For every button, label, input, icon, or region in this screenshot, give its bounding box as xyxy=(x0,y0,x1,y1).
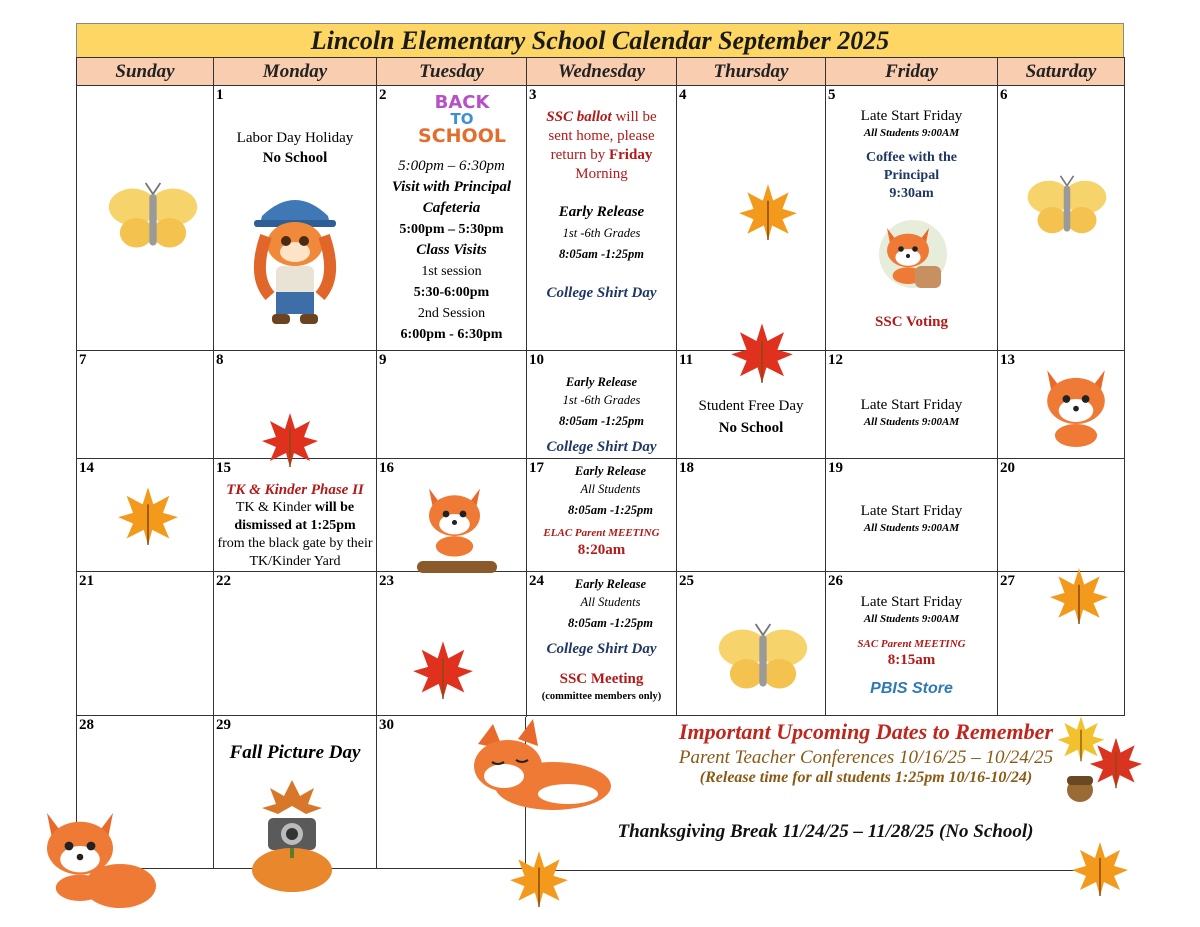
all-students-time: All Students 9:00AM xyxy=(863,127,960,140)
day-cell-16[interactable] xyxy=(377,459,527,572)
day-cell-14[interactable] xyxy=(77,459,214,572)
autumn-leaf-icon xyxy=(115,483,181,547)
butterfly-icon xyxy=(717,622,809,696)
grades-text: 1st -6th Grades xyxy=(562,226,641,240)
day-number: 15 xyxy=(216,460,231,476)
day-cell-29[interactable] xyxy=(214,716,377,869)
day-cell-24[interactable] xyxy=(527,572,677,716)
tk-kinder-text: TK & Kinder xyxy=(235,500,312,515)
day-cell-23[interactable] xyxy=(377,572,527,716)
day-cell-8[interactable] xyxy=(214,351,377,459)
day-number: 7 xyxy=(79,352,87,368)
calendar-title: Lincoln Elementary School Calendar September 2025 xyxy=(76,23,1124,58)
early-release-text: Early Release xyxy=(574,577,647,591)
all-students-time: All Students 9:00AM xyxy=(863,416,960,429)
weekday-header-row xyxy=(77,58,1125,86)
day-cell-4[interactable] xyxy=(677,86,826,351)
day-cell-28[interactable] xyxy=(77,716,214,869)
day-cell-22[interactable] xyxy=(214,572,377,716)
day-number: 5 xyxy=(828,87,836,103)
day-cell-3[interactable] xyxy=(527,86,677,351)
late-start-text: Late Start Friday xyxy=(860,503,963,519)
butterfly-icon xyxy=(1026,174,1108,240)
day-number: 6 xyxy=(1000,87,1008,103)
day-number: 19 xyxy=(828,460,843,476)
conferences-text: Parent Teacher Conferences 10/16/25 – 10/24/25 xyxy=(678,747,1054,768)
weekday-wednesday: Wednesday xyxy=(527,58,677,86)
leaves-acorn-icon xyxy=(1056,712,1146,807)
committee-only-text: (committee members only) xyxy=(541,691,662,702)
day-cell-27[interactable] xyxy=(998,572,1125,716)
day-cell-21[interactable] xyxy=(77,572,214,716)
day-number: 12 xyxy=(828,352,843,368)
day-number: 21 xyxy=(79,573,94,589)
day-cell-empty xyxy=(77,86,214,351)
day-number: 9 xyxy=(379,352,387,368)
day-cell-5[interactable] xyxy=(826,86,998,351)
day-cell-20[interactable] xyxy=(998,459,1125,572)
class-visits-text: Class Visits xyxy=(416,242,487,258)
day-cell-26[interactable] xyxy=(826,572,998,716)
visit-principal-text: Visit with Principal xyxy=(391,179,512,195)
release-time-text: 8:05am -1:25pm xyxy=(558,414,645,428)
day-cell-25[interactable] xyxy=(677,572,826,716)
day-cell-13[interactable] xyxy=(998,351,1125,459)
labor-day-text: Labor Day Holiday xyxy=(236,130,354,146)
day-number: 25 xyxy=(679,573,694,589)
pickup-location-text: from the black gate by their TK/Kinder Yard xyxy=(217,536,373,569)
sitting-fox-icon xyxy=(15,786,165,916)
early-release-text: Early Release xyxy=(558,204,645,220)
college-shirt-day-text: College Shirt Day xyxy=(546,285,657,301)
day-number: 28 xyxy=(79,717,94,733)
weekday-saturday: Saturday xyxy=(998,58,1125,86)
autumn-leaf-icon xyxy=(508,846,570,910)
day-number: 8 xyxy=(216,352,224,368)
weekday-monday: Monday xyxy=(214,58,377,86)
release-time-text: 8:05am -1:25pm xyxy=(567,503,654,517)
day-cell-7[interactable] xyxy=(77,351,214,459)
day-number: 22 xyxy=(216,573,231,589)
maple-leaf-icon xyxy=(729,319,795,385)
day-number: 27 xyxy=(1000,573,1015,589)
day-cell-9[interactable] xyxy=(377,351,527,459)
day-number: 2 xyxy=(379,87,387,103)
ssc-voting-text: SSC Voting xyxy=(875,314,948,330)
day-number: 13 xyxy=(1000,352,1015,368)
all-students-text: All Students xyxy=(580,482,641,496)
day-cell-6[interactable] xyxy=(998,86,1125,351)
weekday-sunday: Sunday xyxy=(77,58,214,86)
grades-text: 1st -6th Grades xyxy=(562,393,641,407)
coffee-time: 9:30am xyxy=(889,186,934,202)
week-row-3 xyxy=(77,459,1125,572)
tk-kinder-phase-text: TK & Kinder Phase II xyxy=(226,482,364,498)
elac-meeting-time: 8:20am xyxy=(577,542,626,558)
day-cell-1[interactable] xyxy=(214,86,377,351)
day-number: 11 xyxy=(679,352,694,368)
all-students-text: All Students xyxy=(580,595,641,609)
butterfly-icon xyxy=(107,181,199,255)
day-number: 14 xyxy=(79,460,94,476)
coffee-principal-text: Coffee with the Principal xyxy=(866,150,957,184)
elac-meeting-text: ELAC Parent MEETING xyxy=(543,527,660,539)
pumpkin-camera-icon xyxy=(244,774,340,894)
day-number: 26 xyxy=(828,573,843,589)
sac-meeting-text: SAC Parent MEETING xyxy=(857,638,966,651)
weekday-friday: Friday xyxy=(826,58,998,86)
event-time: 6:00pm - 6:30pm xyxy=(400,327,503,342)
pbis-store-text: PBIS Store xyxy=(870,679,953,697)
day-cell-10[interactable] xyxy=(527,351,677,459)
day-number: 16 xyxy=(379,460,394,476)
release-time-note: (Release time for all students 1:25pm 10/16-10/24) xyxy=(699,769,1033,786)
event-time: 5:30-6:00pm xyxy=(413,285,490,300)
all-students-time: All Students 9:00AM xyxy=(863,613,960,626)
day-number: 23 xyxy=(379,573,394,589)
day-number: 18 xyxy=(679,460,694,476)
maple-leaf-icon xyxy=(411,636,475,702)
college-shirt-day-text: College Shirt Day xyxy=(546,439,657,455)
day-number: 29 xyxy=(216,717,231,733)
fox-icon xyxy=(1028,343,1124,455)
release-time-text: 8:05am -1:25pm xyxy=(567,616,654,630)
fall-picture-day-text: Fall Picture Day xyxy=(229,742,361,763)
day-cell-18[interactable] xyxy=(677,459,826,572)
day-cell-15[interactable] xyxy=(214,459,377,572)
cartoon-fox-character-icon xyxy=(250,186,340,331)
session-text: 2nd Session xyxy=(417,306,486,321)
friday-text: Friday xyxy=(608,147,653,163)
day-number: 20 xyxy=(1000,460,1015,476)
event-time: 5:00pm – 6:30pm xyxy=(398,158,505,174)
day-cell-11[interactable] xyxy=(677,351,826,459)
day-cell-12[interactable] xyxy=(826,351,998,459)
thanksgiving-break-text: Thanksgiving Break 11/24/25 – 11/28/25 (No School) xyxy=(617,821,1034,842)
event-time: 5:00pm – 5:30pm xyxy=(399,222,504,237)
day-number: 4 xyxy=(679,87,687,103)
college-shirt-day-text: College Shirt Day xyxy=(546,641,657,657)
ssc-ballot-text: SSC ballot xyxy=(546,109,612,125)
release-time-text: 8:05am -1:25pm xyxy=(558,247,645,261)
late-start-text: Late Start Friday xyxy=(860,108,963,124)
day-number: 1 xyxy=(216,87,224,103)
back-to-school-logo: BACK TO SCHOOL xyxy=(418,92,506,147)
morning-text: Morning xyxy=(575,166,628,182)
weekday-tuesday: Tuesday xyxy=(377,58,527,86)
all-students-time: All Students 9:00AM xyxy=(863,522,960,535)
day-cell-19[interactable] xyxy=(826,459,998,572)
early-release-text: Early Release xyxy=(565,375,638,389)
ssc-meeting-text: SSC Meeting xyxy=(559,671,644,687)
no-school-text: No School xyxy=(718,420,784,436)
autumn-leaf-icon xyxy=(1070,836,1130,900)
sac-meeting-time: 8:15am xyxy=(887,651,936,668)
dismissal-text: will be dismissed at 1:25pm xyxy=(234,500,356,533)
week-row-4 xyxy=(77,572,1125,716)
autumn-leaf-icon xyxy=(1048,562,1110,628)
student-free-day-text: Student Free Day xyxy=(698,398,804,414)
day-number: 10 xyxy=(529,352,544,368)
day-number: 3 xyxy=(529,87,537,103)
upcoming-dates-heading: Important Upcoming Dates to Remember xyxy=(679,719,1053,744)
early-release-text: Early Release xyxy=(574,464,647,478)
sleeping-fox-icon xyxy=(458,714,618,814)
week-row-2 xyxy=(77,351,1125,459)
session-text: 1st session xyxy=(421,264,482,279)
cafeteria-text: Cafeteria xyxy=(422,200,481,216)
weekday-thursday: Thursday xyxy=(677,58,826,86)
day-cell-17[interactable] xyxy=(527,459,677,572)
day-number: 30 xyxy=(379,717,394,733)
autumn-leaf-icon xyxy=(737,178,799,244)
late-start-text: Late Start Friday xyxy=(860,594,963,610)
no-school-text: No School xyxy=(262,150,328,167)
day-cell-2[interactable] xyxy=(377,86,527,351)
ballot-text: will be sent home, please return by xyxy=(548,109,657,163)
late-start-text: Late Start Friday xyxy=(860,397,963,413)
day-number: 17 xyxy=(529,460,544,476)
day-number: 24 xyxy=(529,573,544,589)
fox-coffee-icon xyxy=(871,214,951,296)
week-row-1 xyxy=(77,86,1125,351)
